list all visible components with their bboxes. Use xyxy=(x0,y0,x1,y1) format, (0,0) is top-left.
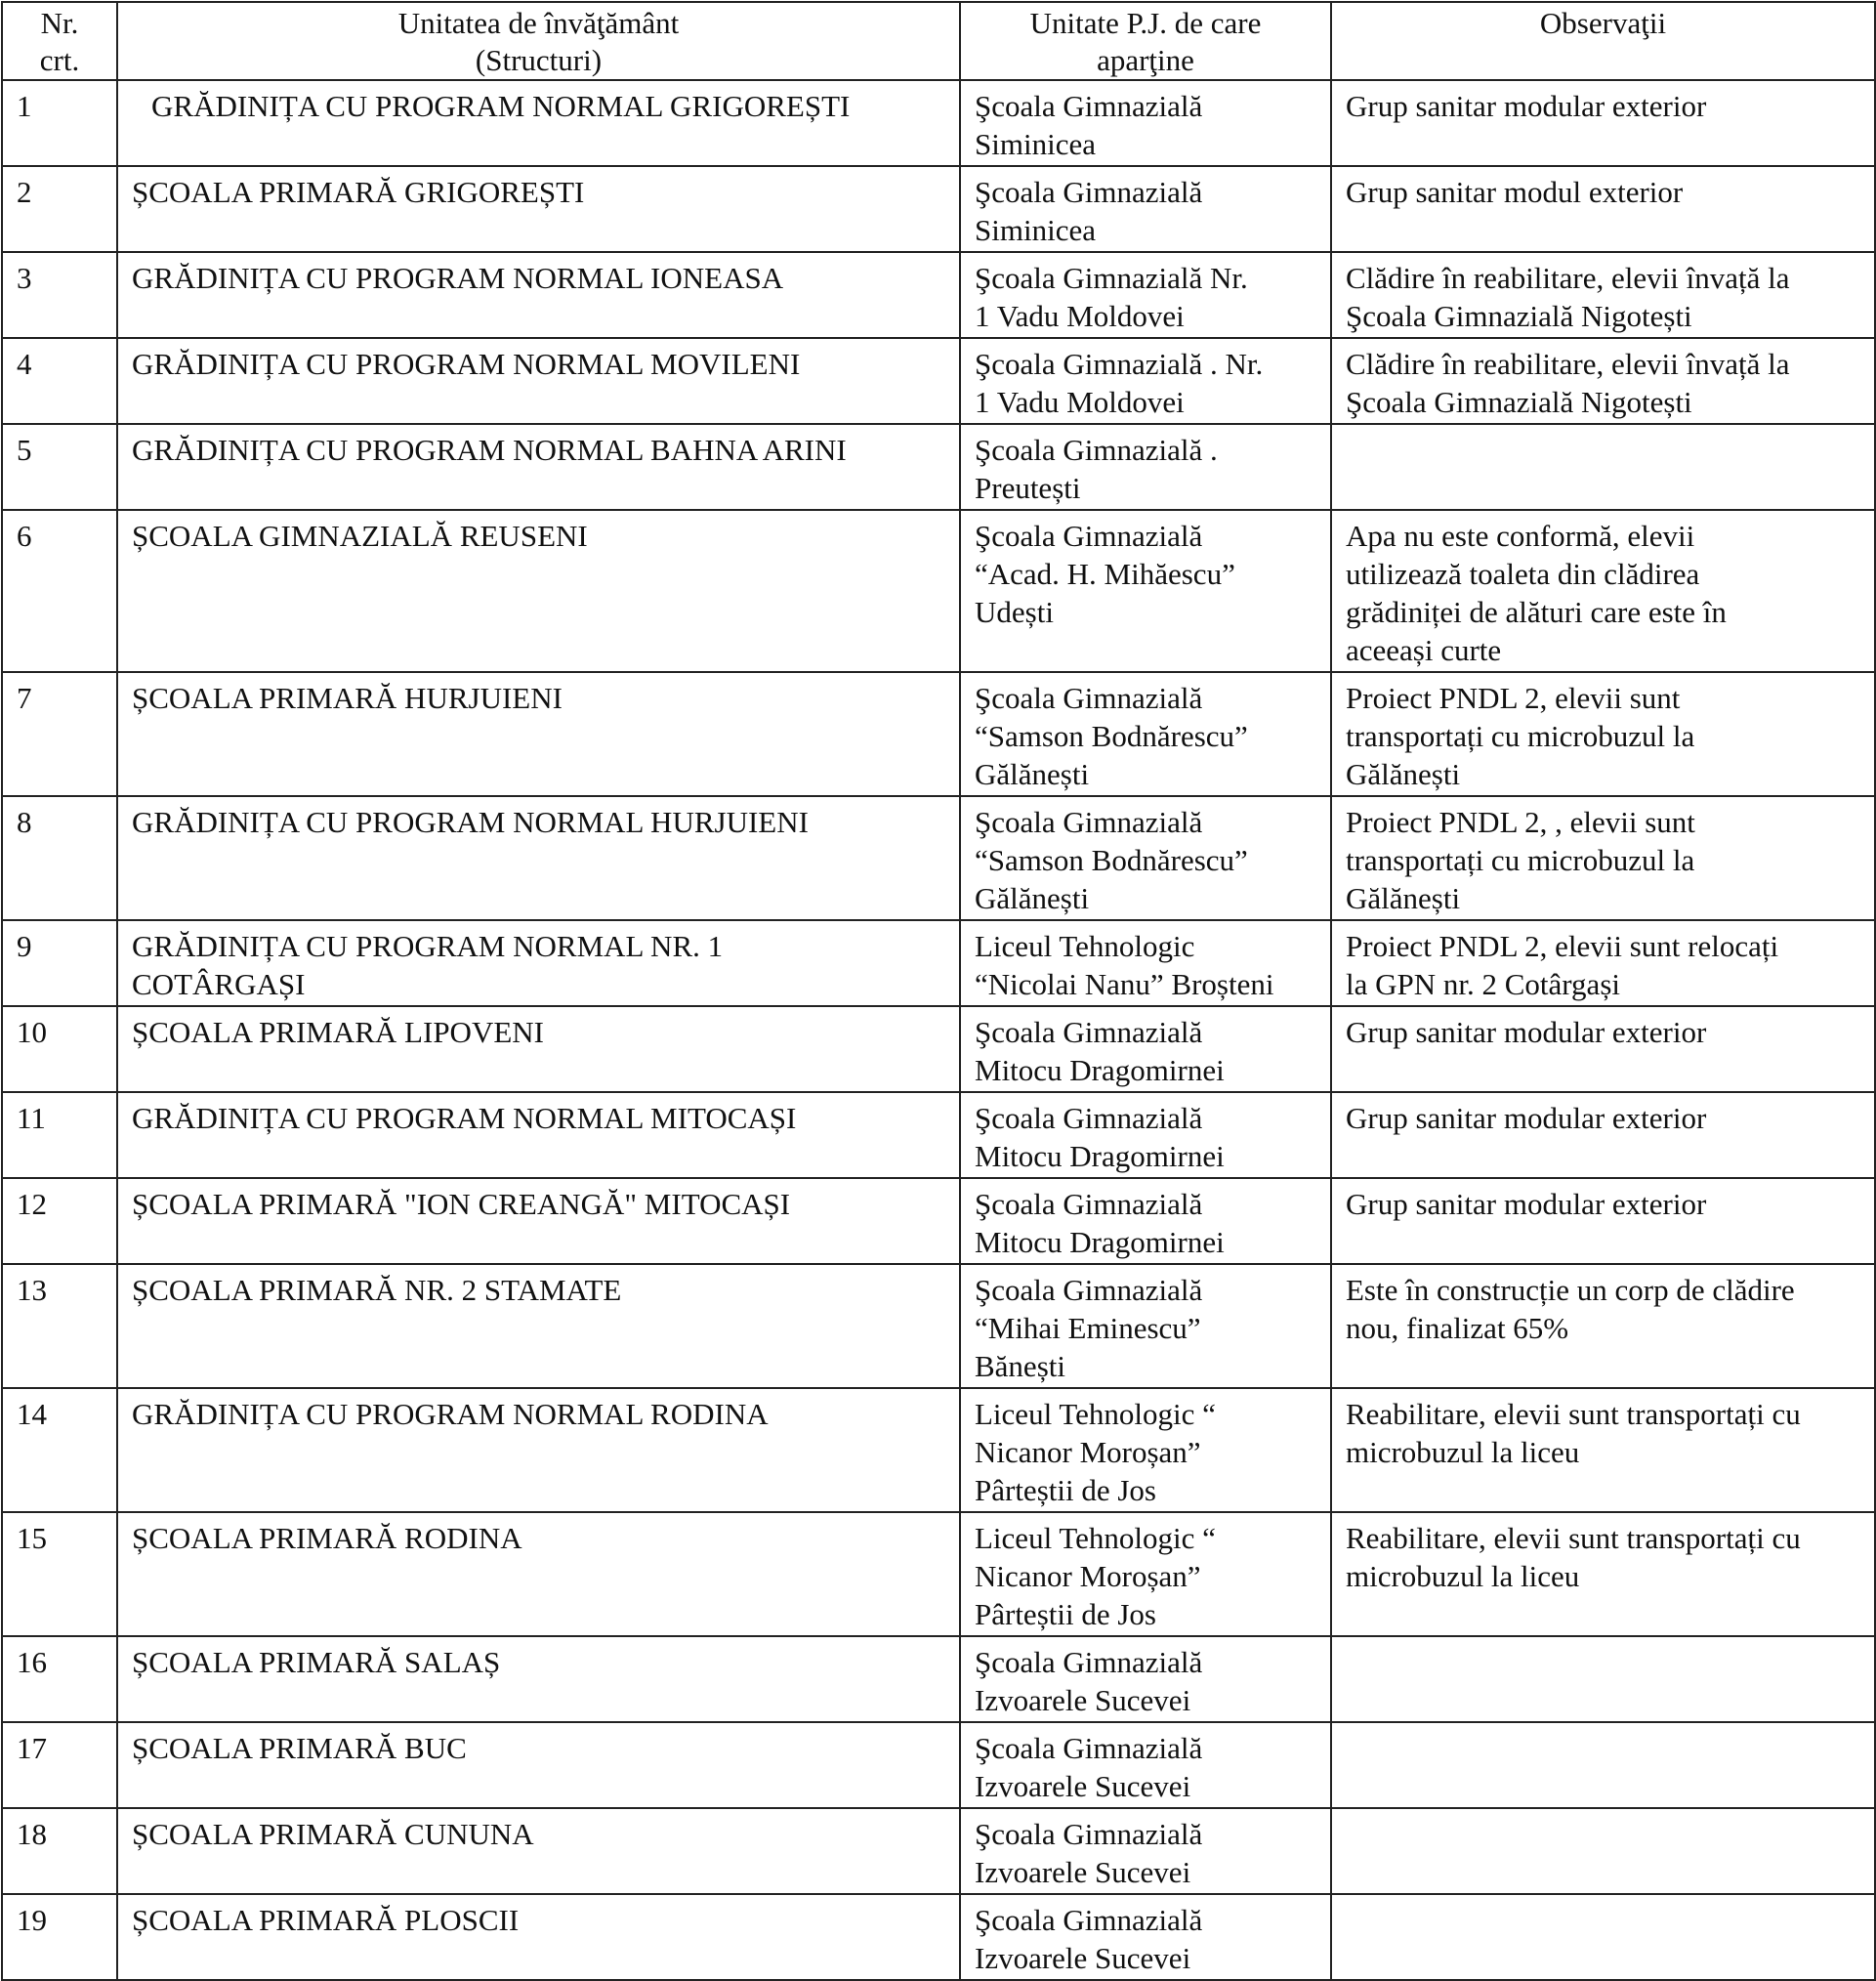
cell-obs xyxy=(1331,672,1875,796)
obs-line: Proiect PNDL 2, , elevii sunt xyxy=(1346,805,1695,839)
cell-nr: 5 xyxy=(2,424,117,510)
header-pj-line: Unitate P.J. de care xyxy=(1029,6,1262,40)
table-row xyxy=(2,80,1875,166)
obs-line: Grup sanitar modul exterior xyxy=(1346,175,1684,209)
obs-line: Reabilitare, elevii sunt transportați cu xyxy=(1346,1397,1801,1431)
obs-line: Proiect PNDL 2, elevii sunt xyxy=(1346,681,1681,715)
pj-line: Preutești xyxy=(975,471,1081,505)
cell-nr: 17 xyxy=(2,1722,117,1808)
table-row xyxy=(2,338,1875,424)
pj-line: Gălănești xyxy=(975,757,1090,791)
cell-unit xyxy=(117,1722,960,1808)
header-nr xyxy=(2,2,117,80)
obs-line: transportați cu microbuzul la xyxy=(1346,719,1695,753)
cell-obs xyxy=(1331,338,1875,424)
cell-nr: 3 xyxy=(2,252,117,338)
obs-line: Grup sanitar modular exterior xyxy=(1346,1187,1707,1221)
obs-line: transportați cu microbuzul la xyxy=(1346,843,1695,877)
pj-line: Şcoala Gimnazială xyxy=(975,1101,1203,1135)
table-body xyxy=(2,80,1875,1980)
pj-line: Izvoarele Sucevei xyxy=(975,1769,1191,1803)
obs-line: la GPN nr. 2 Cotârgași xyxy=(1346,967,1620,1001)
pj-line: Mitocu Dragomirnei xyxy=(975,1225,1225,1259)
obs-line: microbuzul la liceu xyxy=(1346,1435,1580,1469)
cell-pj xyxy=(960,1722,1331,1808)
obs-line: Gălănești xyxy=(1346,881,1461,915)
cell-unit xyxy=(117,1092,960,1178)
cell-unit xyxy=(117,1006,960,1092)
cell-obs xyxy=(1331,1894,1875,1980)
table-row xyxy=(2,1178,1875,1264)
pj-line: Liceul Tehnologic xyxy=(975,929,1195,963)
obs-line: Grup sanitar modular exterior xyxy=(1346,1015,1707,1049)
cell-unit xyxy=(117,424,960,510)
cell-obs xyxy=(1331,80,1875,166)
table-row xyxy=(2,672,1875,796)
pj-line: “Mihai Eminescu” xyxy=(975,1311,1201,1345)
cell-pj xyxy=(960,80,1331,166)
pj-line: Şcoala Gimnazială xyxy=(975,89,1203,123)
header-pj xyxy=(960,2,1331,80)
cell-nr: 1 xyxy=(2,80,117,166)
table-row xyxy=(2,1722,1875,1808)
schools-table xyxy=(1,1,1876,1981)
table-row xyxy=(2,1512,1875,1636)
obs-line: Este în construcție un corp de clădire xyxy=(1346,1273,1795,1307)
table-row xyxy=(2,796,1875,920)
cell-unit xyxy=(117,1264,960,1388)
unit-line: ȘCOALA GIMNAZIALĂ REUSENI xyxy=(132,519,588,553)
cell-unit xyxy=(117,510,960,672)
cell-nr: 19 xyxy=(2,1894,117,1980)
table-row xyxy=(2,1388,1875,1512)
cell-obs xyxy=(1331,1264,1875,1388)
obs-line: nou, finalizat 65% xyxy=(1346,1311,1569,1345)
unit-line: ȘCOALA PRIMARĂ RODINA xyxy=(132,1521,522,1555)
pj-line: Şcoala Gimnazială xyxy=(975,1015,1203,1049)
unit-line: GRĂDINIȚA CU PROGRAM NORMAL IONEASA xyxy=(132,261,784,295)
pj-line: Nicanor Moroșan” xyxy=(975,1559,1201,1593)
cell-pj xyxy=(960,1512,1331,1636)
cell-obs xyxy=(1331,1178,1875,1264)
pj-line: Siminicea xyxy=(975,213,1096,247)
cell-pj xyxy=(960,672,1331,796)
header-unit xyxy=(117,2,960,80)
obs-line: Grup sanitar modular exterior xyxy=(1346,1101,1707,1135)
unit-line: GRĂDINIȚA CU PROGRAM NORMAL MOVILENI xyxy=(132,347,801,381)
cell-pj xyxy=(960,510,1331,672)
cell-obs xyxy=(1331,1808,1875,1894)
cell-obs xyxy=(1331,920,1875,1006)
unit-line: ȘCOALA PRIMARĂ "ION CREANGĂ" MITOCAȘI xyxy=(132,1187,791,1221)
unit-line: ȘCOALA PRIMARĂ GRIGOREȘTI xyxy=(132,175,585,209)
pj-line: Şcoala Gimnazială xyxy=(975,1731,1203,1765)
cell-obs xyxy=(1331,252,1875,338)
table-row xyxy=(2,1092,1875,1178)
cell-pj xyxy=(960,1636,1331,1722)
cell-obs xyxy=(1331,796,1875,920)
pj-line: Şcoala Gimnazială xyxy=(975,519,1203,553)
cell-obs xyxy=(1331,166,1875,252)
cell-obs xyxy=(1331,1388,1875,1512)
cell-unit xyxy=(117,1512,960,1636)
cell-unit xyxy=(117,672,960,796)
cell-nr: 2 xyxy=(2,166,117,252)
cell-pj xyxy=(960,1178,1331,1264)
header-nr-line: Nr. xyxy=(40,6,79,40)
pj-line: “Samson Bodnărescu” xyxy=(975,843,1248,877)
pj-line: Izvoarele Sucevei xyxy=(975,1683,1191,1717)
unit-line: ȘCOALA PRIMARĂ HURJUIENI xyxy=(132,681,563,715)
pj-line: Mitocu Dragomirnei xyxy=(975,1139,1225,1173)
cell-nr: 9 xyxy=(2,920,117,1006)
obs-line: Clădire în reabilitare, elevii învață la xyxy=(1346,261,1790,295)
table-row xyxy=(2,1264,1875,1388)
cell-unit xyxy=(117,796,960,920)
obs-line: Proiect PNDL 2, elevii sunt relocați xyxy=(1346,929,1779,963)
pj-line: Şcoala Gimnazială xyxy=(975,805,1203,839)
unit-line: ȘCOALA PRIMARĂ LIPOVENI xyxy=(132,1015,544,1049)
cell-nr: 8 xyxy=(2,796,117,920)
cell-pj xyxy=(960,1808,1331,1894)
cell-nr: 16 xyxy=(2,1636,117,1722)
table-row xyxy=(2,1894,1875,1980)
cell-unit xyxy=(117,1178,960,1264)
header-nr-line: crt. xyxy=(39,43,80,77)
unit-line: ȘCOALA PRIMARĂ NR. 2 STAMATE xyxy=(132,1273,622,1307)
cell-obs xyxy=(1331,1006,1875,1092)
cell-nr: 4 xyxy=(2,338,117,424)
cell-nr: 14 xyxy=(2,1388,117,1512)
cell-pj xyxy=(960,1894,1331,1980)
pj-line: “Samson Bodnărescu” xyxy=(975,719,1248,753)
cell-unit xyxy=(117,1894,960,1980)
pj-line: Pârteștii de Jos xyxy=(975,1473,1156,1507)
cell-unit xyxy=(117,1388,960,1512)
cell-pj xyxy=(960,338,1331,424)
pj-line: Şcoala Gimnazială . xyxy=(975,433,1218,467)
cell-obs xyxy=(1331,1722,1875,1808)
pj-line: Mitocu Dragomirnei xyxy=(975,1053,1225,1087)
cell-obs xyxy=(1331,510,1875,672)
unit-line: GRĂDINIȚA CU PROGRAM NORMAL GRIGOREȘTI xyxy=(151,89,851,123)
pj-line: Şcoala Gimnazială xyxy=(975,1903,1203,1937)
cell-nr: 6 xyxy=(2,510,117,672)
unit-line: GRĂDINIȚA CU PROGRAM NORMAL BAHNA ARINI xyxy=(132,433,847,467)
table-row xyxy=(2,424,1875,510)
cell-nr: 10 xyxy=(2,1006,117,1092)
table-row xyxy=(2,920,1875,1006)
cell-pj xyxy=(960,920,1331,1006)
obs-line: microbuzul la liceu xyxy=(1346,1559,1580,1593)
table-header xyxy=(2,2,1875,80)
cell-unit xyxy=(117,1636,960,1722)
cell-obs xyxy=(1331,424,1875,510)
cell-pj xyxy=(960,252,1331,338)
header-row xyxy=(2,2,1875,80)
cell-unit xyxy=(117,252,960,338)
obs-line: Şcoala Gimnazială Nigotești xyxy=(1346,299,1692,333)
cell-obs xyxy=(1331,1512,1875,1636)
cell-unit xyxy=(117,920,960,1006)
cell-unit xyxy=(117,338,960,424)
obs-line: grădiniței de alături care este în xyxy=(1346,595,1727,629)
pj-line: Nicanor Moroșan” xyxy=(975,1435,1201,1469)
pj-line: Udești xyxy=(975,595,1054,629)
document-page xyxy=(0,1,1875,1975)
unit-line: GRĂDINIȚA CU PROGRAM NORMAL RODINA xyxy=(132,1397,769,1431)
unit-line: ȘCOALA PRIMARĂ BUC xyxy=(132,1731,467,1765)
pj-line: Şcoala Gimnazială . Nr. xyxy=(975,347,1264,381)
cell-obs xyxy=(1331,1092,1875,1178)
pj-line: Şcoala Gimnazială xyxy=(975,1645,1203,1679)
cell-pj xyxy=(960,1006,1331,1092)
obs-line: Clădire în reabilitare, elevii învață la xyxy=(1346,347,1790,381)
cell-pj xyxy=(960,424,1331,510)
obs-line: Reabilitare, elevii sunt transportați cu xyxy=(1346,1521,1801,1555)
unit-line: GRĂDINIȚA CU PROGRAM NORMAL MITOCAȘI xyxy=(132,1101,797,1135)
obs-line: utilizează toaleta din clădirea xyxy=(1346,557,1700,591)
table-row xyxy=(2,252,1875,338)
pj-line: Şcoala Gimnazială xyxy=(975,1817,1203,1851)
cell-nr: 7 xyxy=(2,672,117,796)
table-row xyxy=(2,1636,1875,1722)
cell-pj xyxy=(960,796,1331,920)
cell-nr: 11 xyxy=(2,1092,117,1178)
unit-line: GRĂDINIȚA CU PROGRAM NORMAL NR. 1 xyxy=(132,929,724,963)
pj-line: Izvoarele Sucevei xyxy=(975,1941,1191,1975)
cell-unit xyxy=(117,166,960,252)
cell-pj xyxy=(960,166,1331,252)
pj-line: Siminicea xyxy=(975,127,1096,161)
pj-line: 1 Vadu Moldovei xyxy=(975,299,1185,333)
cell-unit xyxy=(117,1808,960,1894)
pj-line: Şcoala Gimnazială xyxy=(975,175,1203,209)
pj-line: Gălănești xyxy=(975,881,1090,915)
unit-line: GRĂDINIȚA CU PROGRAM NORMAL HURJUIENI xyxy=(132,805,809,839)
pj-line: Liceul Tehnologic “ xyxy=(975,1397,1216,1431)
obs-line: Gălănești xyxy=(1346,757,1461,791)
obs-line: Şcoala Gimnazială Nigotești xyxy=(1346,385,1692,419)
cell-unit xyxy=(117,80,960,166)
cell-pj xyxy=(960,1388,1331,1512)
cell-pj xyxy=(960,1092,1331,1178)
pj-line: Liceul Tehnologic “ xyxy=(975,1521,1216,1555)
header-unit-line: Unitatea de învăţământ xyxy=(397,6,680,40)
header-obs xyxy=(1331,2,1875,80)
unit-line: ȘCOALA PRIMARĂ PLOSCII xyxy=(132,1903,520,1937)
header-pj-line: aparţine xyxy=(1097,43,1194,77)
obs-line: Apa nu este conformă, elevii xyxy=(1346,519,1695,553)
header-unit-line: (Structuri) xyxy=(475,43,603,77)
table-row xyxy=(2,166,1875,252)
pj-line: “Nicolai Nanu” Broșteni xyxy=(975,967,1274,1001)
pj-line: Şcoala Gimnazială xyxy=(975,1187,1203,1221)
pj-line: 1 Vadu Moldovei xyxy=(975,385,1185,419)
pj-line: Şcoala Gimnazială xyxy=(975,681,1203,715)
pj-line: Izvoarele Sucevei xyxy=(975,1855,1191,1889)
table-row xyxy=(2,510,1875,672)
cell-pj xyxy=(960,1264,1331,1388)
table-row xyxy=(2,1808,1875,1894)
cell-nr: 12 xyxy=(2,1178,117,1264)
cell-obs xyxy=(1331,1636,1875,1722)
pj-line: Bănești xyxy=(975,1349,1065,1383)
cell-nr: 13 xyxy=(2,1264,117,1388)
cell-nr: 18 xyxy=(2,1808,117,1894)
pj-line: Pârteștii de Jos xyxy=(975,1597,1156,1631)
unit-line: ȘCOALA PRIMARĂ CUNUNA xyxy=(132,1817,534,1851)
obs-line: Grup sanitar modular exterior xyxy=(1346,89,1707,123)
unit-line: COTÂRGAȘI xyxy=(132,967,306,1001)
cell-nr: 15 xyxy=(2,1512,117,1636)
pj-line: Şcoala Gimnazială xyxy=(975,1273,1203,1307)
table-row xyxy=(2,1006,1875,1092)
obs-line: aceeași curte xyxy=(1346,633,1502,667)
header-obs-line: Observaţii xyxy=(1539,6,1667,40)
unit-line: ȘCOALA PRIMARĂ SALAȘ xyxy=(132,1645,501,1679)
pj-line: Şcoala Gimnazială Nr. xyxy=(975,261,1248,295)
pj-line: “Acad. H. Mihăescu” xyxy=(975,557,1235,591)
